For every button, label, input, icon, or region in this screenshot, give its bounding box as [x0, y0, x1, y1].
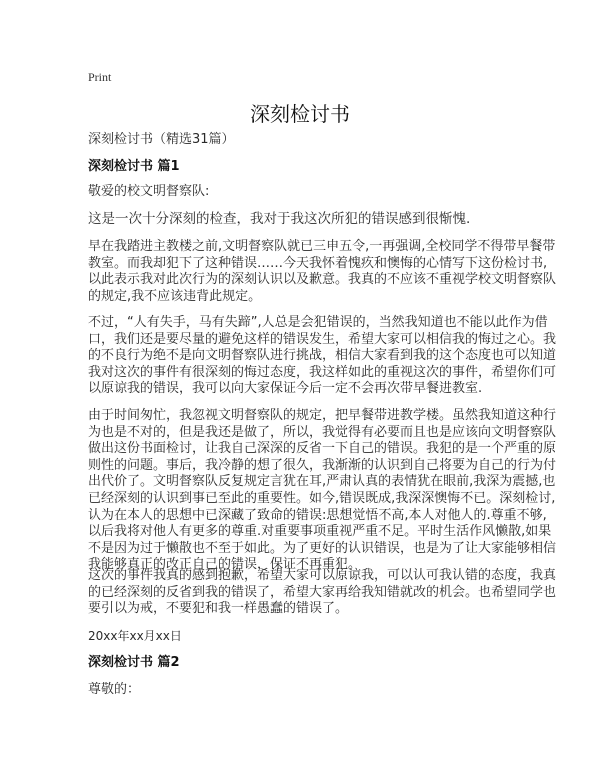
document-title: 深刻检讨书 — [250, 102, 350, 126]
line: 口，我们还是要尽量的避免这样的错误发生，希望大家可以相信我的悔过之心。我 — [88, 331, 557, 347]
line: 教室。而我却犯下了这种错误……今天我怀着愧疚和懊悔的心情写下这份检讨书, — [88, 255, 548, 271]
print-link[interactable]: Print — [88, 70, 112, 84]
line: 由于时间匆忙，我忽视文明督察队的规定，把早餐带进教学楼。虽然我知道这种行 — [88, 408, 557, 423]
line: 做出这份书面检讨，让我自己深深的反省一下自己的错误。我犯的是一个严重的原 — [88, 441, 557, 457]
line: 已经深刻的认识到事已至此的重要性。如今,错误既成,我深深懊悔不已。深刻检讨, — [88, 490, 556, 506]
line: 我能够真正的改正自己的错误，保证不再重犯。 — [88, 557, 362, 573]
line: 的规定,我不应该违背此规定。 — [88, 288, 262, 304]
line: 以原谅我的错误，我可以向大家保证今后一定不会再次带早餐进教室. — [88, 381, 483, 397]
paragraph-3 — [88, 408, 556, 574]
date: 20xx年xx月xx日 — [88, 629, 182, 643]
line: 不过，“人有失手，马有失蹄”,人总是会犯错误的，当然我知道也不能以此作为借 — [88, 315, 548, 330]
paragraph-2 — [88, 315, 556, 398]
line: 早在我踏进主教楼之前,文明督察队就已三申五令,一再强调,全校同学不得带早餐带 — [88, 239, 556, 254]
salutation-1: 敬爱的校文明督察队: — [88, 184, 210, 199]
line: 以后我将对他人有更多的尊重.对重要事项重视严重不足。平时生活作风懒散,如果 — [88, 524, 552, 540]
section-heading-2: 深刻检讨书 篇2 — [88, 655, 180, 670]
subtitle: 深刻检讨书（精选31篇） — [88, 132, 235, 147]
line: 不是因为过于懒散也不至于如此。为了更好的认识错误，也是为了让大家能够相信 — [88, 540, 557, 556]
intro-paragraph: 这是一次十分深刻的检查，我对于我这次所犯的错误感到很惭愧. — [88, 211, 471, 227]
line: 的不良行为绝不是向文明督察队进行挑战，相信大家看到我的这个态度也可以知道 — [88, 348, 557, 364]
line: 我对这次的事件有很深刻的悔过态度，我这样如此的重视这次的事件，希望你们可 — [88, 364, 557, 380]
line: 则性的问题。事后，我冷静的想了很久，我渐渐的认识到自己将要为自己的行为付 — [88, 457, 557, 473]
line: 要引以为戒，不要犯和我一样愚蠢的错误了。 — [88, 601, 349, 617]
paragraph-4 — [88, 568, 556, 618]
line: 认为在本人的思想中已深藏了致命的错误:思想觉悟不高,本人对他人的.尊重不够, — [88, 507, 547, 523]
line: 为也是不对的，但是我还是做了，所以，我觉得有必要而且也是应该向文明督察队 — [88, 424, 557, 440]
line: 的已经深刻的反省到我的错误了，希望大家再给我知错就改的机会。也希望同学也 — [88, 584, 557, 600]
line: 这次的事件我真的感到抱歉，希望大家可以原谅我，可以认可我认错的态度，我真 — [88, 568, 557, 583]
paragraph-1 — [88, 239, 556, 305]
line: 以此表示我对此次行为的深刻认识以及歉意。我真的不应该不重视学校文明督察队 — [88, 272, 557, 288]
section-heading-1: 深刻检讨书 篇1 — [88, 159, 180, 174]
salutation-2: 尊敬的： — [88, 682, 141, 697]
line: 出代价了。文明督察队反复规定言犹在耳,严肃认真的表情犹在眼前,我深为震撼,也 — [88, 474, 556, 490]
